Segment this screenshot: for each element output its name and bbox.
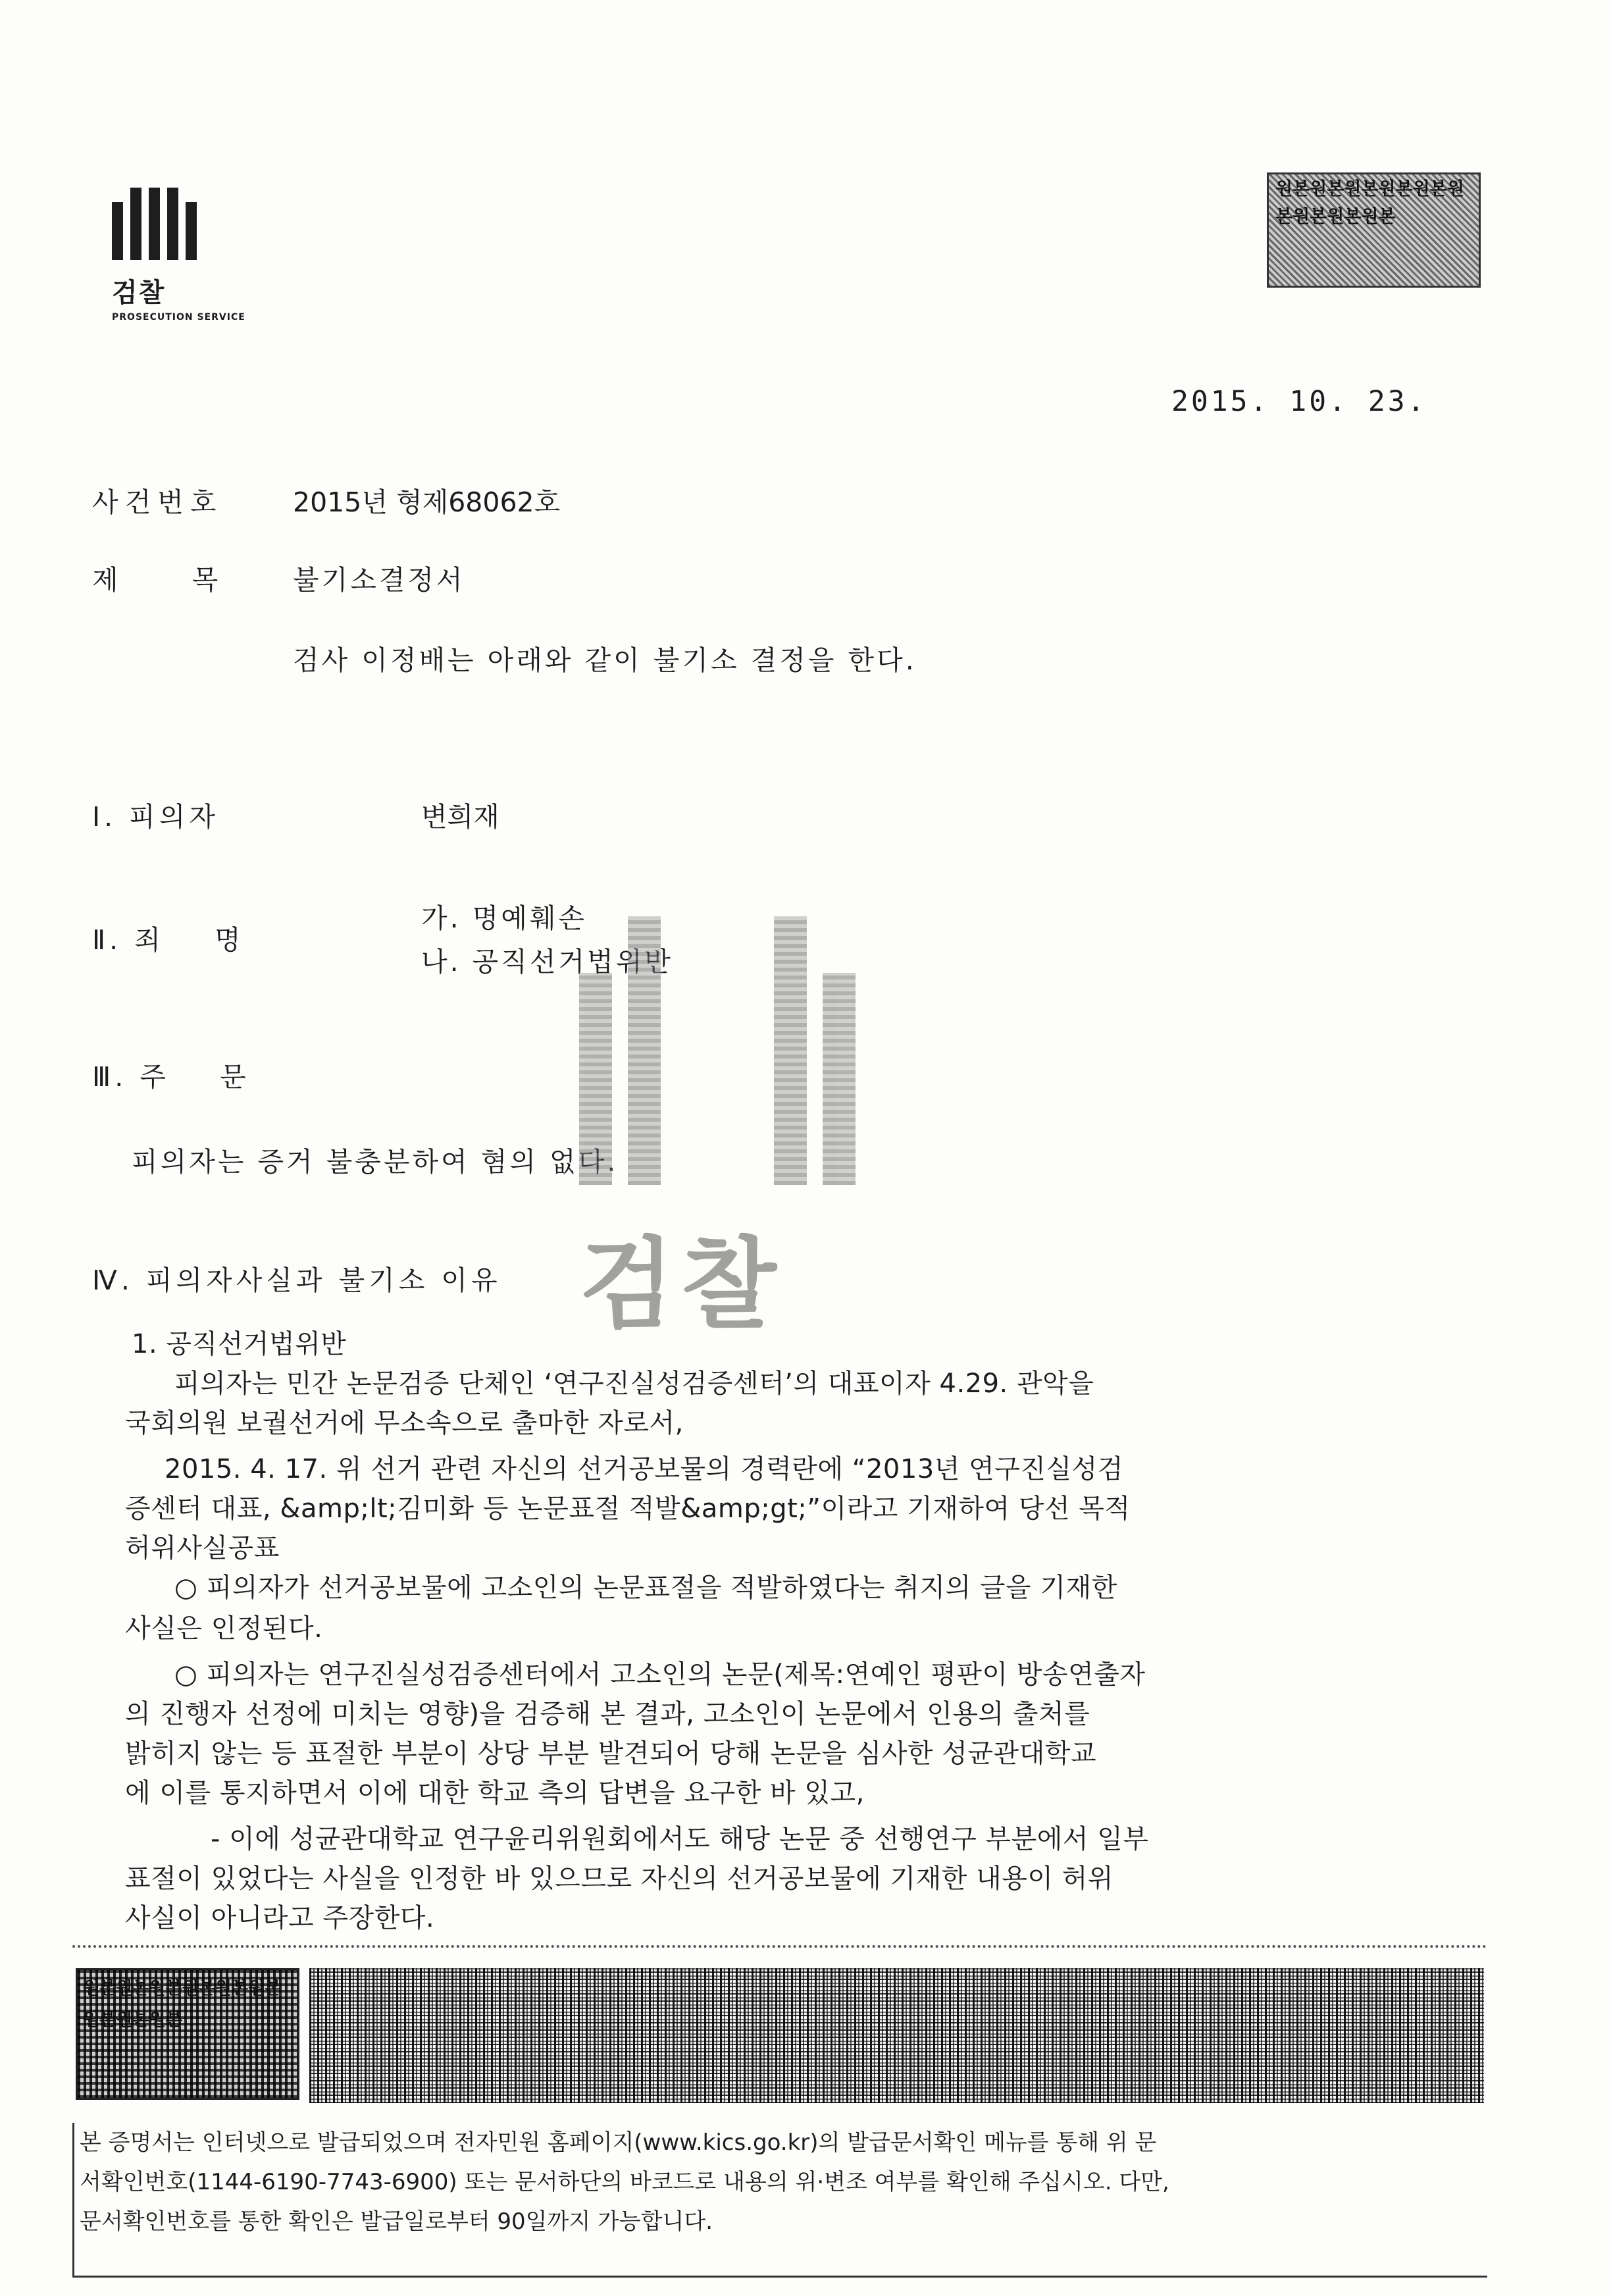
decision-intro: 검사 이정배는 아래와 같이 불기소 결정을 한다. bbox=[293, 644, 917, 676]
title-value: 불기소결정서 bbox=[293, 564, 465, 596]
body-line: 사실이 아니라고 주장한다. bbox=[125, 1903, 435, 1933]
body-line: 허위사실공표 bbox=[125, 1533, 280, 1563]
body-line: 국회의원 보궐선거에 무소속으로 출마한 자로서, bbox=[125, 1408, 684, 1438]
body-line: 에 이를 통지하면서 이에 대한 학교 측의 답변을 요구한 바 있고, bbox=[125, 1778, 865, 1808]
body-line: 의 진행자 선정에 미치는 영향)을 검증해 본 결과, 고소인이 논문에서 인용의 출처를 bbox=[125, 1699, 1090, 1729]
document-date: 2015. 10. 23. bbox=[1171, 385, 1427, 418]
logo-wordmark: 검찰 bbox=[112, 278, 166, 308]
body-line: 사실은 인정된다. bbox=[125, 1613, 323, 1644]
body-line: - 이에 성균관대학교 연구윤리위원회에서도 해당 논문 중 선행연구 부분에서 일부 bbox=[211, 1824, 1149, 1854]
notice-line: 문서확인번호를 통한 확인은 발급일로부터 90일까지 가능합니다. bbox=[80, 2208, 713, 2235]
section-3-label: Ⅲ. 주 문 bbox=[92, 1061, 250, 1093]
body-line: 증센터 대표, &amp;lt;김미화 등 논문표절 적발&amp;gt;”이라고 기재하여 당선 목적 bbox=[125, 1494, 1131, 1524]
body-line: 피의자는 민간 논문검증 단체인 ‘연구진실성검증센터’의 대표이자 4.29. 관악을 bbox=[174, 1369, 1094, 1399]
charge-item: 가. 명예훼손 bbox=[421, 902, 588, 934]
document-barcode bbox=[309, 1968, 1484, 2103]
section-4-label: Ⅳ. 피의자사실과 불기소 이유 bbox=[92, 1265, 501, 1296]
body-line: ○ 피의자가 선거공보물에 고소인의 논문표절을 적발하였다는 취지의 글을 기재한 bbox=[174, 1573, 1117, 1603]
page-divider bbox=[72, 1945, 1487, 1948]
case-number-label: 사건번호 bbox=[92, 486, 223, 518]
prosecution-watermark bbox=[579, 902, 1007, 1349]
notice-line: 서확인번호(1144-6190-7743-6900) 또는 문서하단의 바코드로 내용의 위·변조 여부를 확인해 주십시오. 다만, bbox=[80, 2169, 1169, 2195]
logo-subtext: PROSECUTION SERVICE bbox=[112, 312, 245, 323]
case-number-value: 2015년 형제68062호 bbox=[293, 486, 561, 518]
suspect-name: 변희재 bbox=[421, 801, 499, 833]
section-1-label: Ⅰ. 피의자 bbox=[92, 801, 219, 833]
original-stamp: 원본원본원본원본원본원본원본원본원본 bbox=[1267, 172, 1481, 288]
body-line: ○ 피의자는 연구진실성검증센터에서 고소인의 논문(제목:연예인 평판이 방송연출자 bbox=[174, 1659, 1146, 1690]
watermark-text: 검찰 bbox=[579, 1228, 783, 1342]
body-line: 표절이 있었다는 사실을 인정한 바 있으므로 자신의 선거공보물에 기재한 내용이 허위 bbox=[125, 1864, 1114, 1894]
body-line: 밝히지 않는 등 표절한 부분이 상당 부분 발견되어 당해 논문을 심사한 성균관대학교 bbox=[125, 1738, 1097, 1769]
body-line: 2015. 4. 17. 위 선거 관련 자신의 선거공보물의 경력란에 “2013년 연구진실성검 bbox=[165, 1454, 1123, 1484]
original-stamp-barcode: 원본원본원본원본원본원본원본원본원본 bbox=[76, 1968, 299, 2100]
title-label: 제 목 bbox=[92, 564, 226, 596]
prosecution-logo bbox=[112, 188, 253, 323]
watermark-bars-icon bbox=[579, 902, 1007, 1185]
charge-item: 나. 공직선거법위반 bbox=[421, 946, 673, 978]
subsection-title: 1. 공직선거법위반 bbox=[132, 1329, 347, 1359]
notice-line: 본 증명서는 인터넷으로 발급되었으며 전자민원 홈페이지(www.kics.go.kr)의 발급문서확인 메뉴를 통해 위 문 bbox=[80, 2129, 1157, 2156]
logo-bars-icon bbox=[112, 188, 253, 260]
disposition-text: 피의자는 증거 불충분하여 혐의 없다. bbox=[132, 1146, 619, 1178]
issuance-notice bbox=[72, 2123, 1487, 2278]
section-2-label: Ⅱ. 죄 명 bbox=[92, 924, 245, 956]
